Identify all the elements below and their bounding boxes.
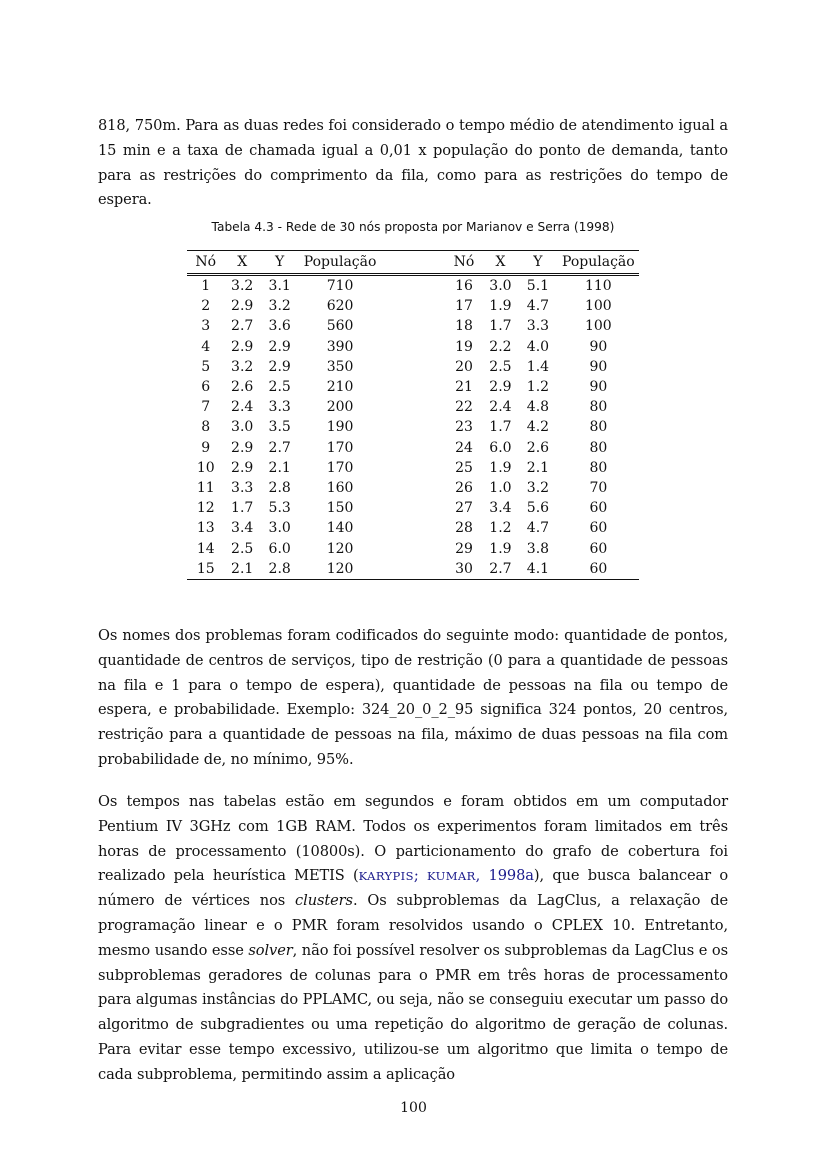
- cell-y: 2.1: [526, 459, 550, 476]
- cell-no: 16: [455, 278, 473, 294]
- cell-population: 90: [589, 338, 608, 355]
- cell-x: 2.9: [489, 379, 512, 396]
- cell-x: 2.5: [489, 358, 512, 375]
- column-gap: [381, 498, 446, 518]
- table-row: [187, 478, 639, 498]
- cell-no: 22: [455, 399, 473, 416]
- cell-no: 8: [201, 419, 211, 436]
- column-gap: [381, 377, 446, 397]
- cell-x: 3.0: [489, 278, 512, 294]
- text-segment: . Os subproblemas da LagClus, a relaxação de programação linear e o PMR foram resolvidos usando o CPLEX 10. Entretanto, mesmo usando esse: [98, 892, 728, 959]
- cell-no: 17: [455, 298, 473, 315]
- table-row: [187, 397, 639, 417]
- cell-no: 19: [455, 338, 473, 355]
- column-gap: [381, 337, 446, 357]
- column-gap: [381, 357, 446, 377]
- cell-population: 60: [558, 559, 639, 580]
- header-population-1: População: [299, 251, 380, 275]
- table-row: [187, 357, 639, 377]
- cell-population: 80: [589, 419, 608, 436]
- cell-population: 60: [589, 500, 608, 517]
- cell-y: 2.7: [268, 439, 291, 456]
- cell-y: 1.2: [526, 379, 550, 396]
- cell-population: 390: [326, 338, 354, 355]
- header-x-1: X: [224, 251, 259, 275]
- cell-y: 5.3: [268, 500, 291, 517]
- cell-no: 24: [455, 439, 473, 456]
- citation-author: KUMAR: [427, 869, 476, 884]
- cell-x: 2.9: [231, 298, 254, 315]
- cell-y: 3.8: [526, 540, 550, 557]
- cell-population: 560: [326, 318, 354, 335]
- cell-no: 11: [196, 480, 215, 497]
- cell-x: 1.7: [489, 419, 512, 436]
- cell-y: 2.6: [526, 439, 550, 456]
- header-population-2: População: [558, 251, 639, 275]
- table-row: [187, 498, 639, 518]
- cell-no: 2: [201, 298, 211, 315]
- cell-x: 2.4: [231, 399, 254, 416]
- cell-population: 60: [589, 520, 608, 537]
- cell-no: 28: [455, 520, 473, 537]
- cell-x: 2.5: [231, 540, 254, 557]
- text-segment: ), que busca balancear o número de vértices nos: [98, 867, 729, 910]
- cell-no: 29: [455, 540, 473, 557]
- cell-x: 2.7: [483, 559, 518, 580]
- cell-x: 2.9: [231, 459, 254, 476]
- cell-no: 15: [187, 559, 224, 580]
- cell-no: 26: [455, 480, 473, 497]
- cell-no: 30: [445, 559, 482, 580]
- intro-paragraph: 818, 750m. Para as duas redes foi considerado o tempo médio de atendimento igual a 15 min e a taxa de chamada igual a 0,01 x população do ponto de demanda, tanto para as restrições do comprimento da fila, como para as restrições do tempo de espera.: [98, 117, 728, 209]
- cell-x: 2.6: [231, 379, 254, 396]
- cell-y: 2.9: [268, 338, 291, 355]
- cell-y: 3.5: [268, 419, 291, 436]
- nodes-table: [187, 250, 639, 580]
- cell-y: 2.8: [260, 559, 300, 580]
- cell-x: 1.9: [489, 298, 512, 315]
- cell-no: 3: [201, 318, 211, 335]
- column-gap: [381, 458, 446, 478]
- cell-y: 4.0: [526, 338, 550, 355]
- cell-no: 5: [201, 358, 211, 375]
- cell-y: 3.3: [268, 399, 291, 416]
- page-content: [98, 114, 729, 1083]
- column-gap: [381, 539, 446, 559]
- header-no-1: Nó: [187, 251, 224, 275]
- cell-x: 1.9: [489, 459, 512, 476]
- header-y-1: Y: [260, 251, 300, 275]
- cell-population: 200: [326, 399, 354, 416]
- cell-no: 1: [201, 278, 211, 294]
- cell-y: 1.4: [526, 358, 550, 375]
- cell-population: 80: [589, 399, 608, 416]
- cell-population: 100: [584, 318, 612, 335]
- cell-x: 2.9: [231, 439, 254, 456]
- table-row: [187, 417, 639, 437]
- column-gap: [381, 518, 446, 538]
- cell-x: 3.4: [489, 500, 512, 517]
- column-gap: [381, 275, 446, 297]
- column-gap: [381, 397, 446, 417]
- column-gap: [381, 559, 446, 580]
- cell-y: 3.2: [526, 480, 550, 497]
- cell-x: 1.0: [489, 480, 512, 497]
- cell-no: 12: [196, 500, 215, 517]
- cell-population: 120: [326, 540, 354, 557]
- cell-population: 150: [326, 500, 354, 517]
- cell-y: 5.6: [526, 500, 550, 517]
- cell-population: 620: [326, 298, 354, 315]
- header-no-2: Nó: [445, 251, 482, 275]
- cell-no: 14: [196, 540, 215, 557]
- cell-no: 4: [201, 338, 211, 355]
- cell-y: 3.1: [268, 278, 291, 294]
- cell-y: 3.0: [268, 520, 291, 537]
- text-segment: , não foi possível resolver os subproblemas da LagClus e os subproblemas geradores de colunas para o PMR em três horas de processamento para algumas instâncias do PPLAMC, ou seja, não se conseguiu executar um passo do algoritmo de subgradientes ou uma repetição do algoritmo de geração de colunas. Para evitar esse tempo excessivo, utilizou-se um algoritmo que limita o tempo de cada subproblema, permitindo assim a aplicação: [98, 941, 728, 1083]
- cell-x: 1.7: [489, 318, 512, 335]
- cell-x: 3.2: [231, 358, 254, 375]
- cell-y: 4.7: [526, 298, 550, 315]
- cell-x: 1.9: [489, 540, 512, 557]
- cell-no: 21: [455, 379, 473, 396]
- cell-y: 6.0: [268, 540, 291, 557]
- table-row: [187, 316, 639, 336]
- cell-population: 80: [589, 459, 608, 476]
- cell-x: 2.7: [231, 318, 254, 335]
- cell-population: 70: [589, 480, 608, 497]
- cell-y: 4.2: [526, 419, 550, 436]
- table-row: [187, 296, 639, 316]
- cell-x: 2.4: [489, 399, 512, 416]
- table-row: [187, 559, 639, 580]
- table-row: [187, 458, 639, 478]
- cell-population: 120: [299, 559, 380, 580]
- cell-no: 25: [455, 459, 473, 476]
- cell-population: 210: [326, 379, 354, 396]
- cell-x: 2.1: [224, 559, 259, 580]
- cell-y: 3.3: [526, 318, 550, 335]
- cell-x: 3.0: [231, 419, 254, 436]
- cell-population: 110: [584, 278, 612, 294]
- cell-population: 170: [326, 439, 354, 456]
- table-row: [187, 337, 639, 357]
- cell-y: 2.1: [268, 459, 291, 476]
- cell-x: 2.9: [231, 338, 254, 355]
- cell-x: 6.0: [489, 439, 512, 456]
- cell-no: 27: [455, 500, 473, 517]
- cell-population: 190: [326, 419, 354, 436]
- cell-x: 1.2: [489, 520, 512, 537]
- cell-no: 20: [455, 358, 473, 375]
- cell-no: 7: [201, 399, 211, 416]
- cell-no: 9: [201, 439, 211, 456]
- cell-x: 2.2: [489, 338, 512, 355]
- column-gap: [381, 316, 446, 336]
- column-gap: [381, 296, 446, 316]
- cell-x: 3.2: [231, 278, 254, 294]
- cell-y: 5.1: [526, 278, 550, 294]
- cell-population: 60: [589, 540, 608, 557]
- cell-population: 140: [326, 520, 354, 537]
- table-row: [187, 275, 639, 297]
- cell-population: 80: [589, 439, 608, 456]
- table-row: [187, 539, 639, 559]
- cell-population: 350: [326, 358, 354, 375]
- cell-population: 160: [326, 480, 354, 497]
- table-row: [187, 438, 639, 458]
- page-number: 100: [400, 1100, 427, 1116]
- cell-no: 10: [196, 459, 215, 476]
- header-y-2: Y: [518, 251, 558, 275]
- paragraph-experiments: [98, 790, 728, 1088]
- citation-separator: ;: [413, 867, 428, 885]
- cell-no: 23: [455, 419, 473, 436]
- cell-population: 710: [326, 278, 354, 294]
- column-gap: [381, 438, 446, 458]
- cell-no: 13: [196, 520, 215, 537]
- cell-y: 4.8: [526, 399, 550, 416]
- cell-no: 6: [201, 379, 211, 396]
- column-gap: [381, 478, 446, 498]
- italic-term: solver: [248, 941, 293, 959]
- citation-year: , 1998a: [475, 867, 534, 885]
- table-row: [187, 377, 639, 397]
- italic-term: clusters: [295, 892, 353, 910]
- cell-y: 2.8: [268, 480, 291, 497]
- citation-author: KARYPIS: [358, 869, 414, 884]
- table-caption: Tabela 4.3 - Rede de 30 nós proposta por Marianov e Serra (1998): [211, 220, 615, 234]
- cell-population: 170: [326, 459, 354, 476]
- cell-y: 3.6: [268, 318, 291, 335]
- column-gap: [381, 251, 446, 275]
- cell-population: 90: [589, 358, 608, 375]
- header-x-2: X: [483, 251, 518, 275]
- cell-population: 100: [584, 298, 612, 315]
- cell-population: 90: [589, 379, 608, 396]
- cell-y: 3.2: [268, 298, 291, 315]
- column-gap: [381, 417, 446, 437]
- cell-y: 2.5: [268, 379, 291, 396]
- cell-y: 2.9: [268, 358, 291, 375]
- cell-x: 3.3: [231, 480, 254, 497]
- text-segment: Os tempos nas tabelas estão em segundos e foram obtidos em um computador Pentium IV 3GHz com 1GB RAM. Todos os experimentos foram limitados em três horas de processamento (10800s). O particionamento do grafo de cobertura foi realizado pela heurística METIS (: [98, 793, 728, 885]
- citation-link[interactable]: [359, 867, 534, 884]
- cell-no: 18: [455, 318, 473, 335]
- cell-x: 1.7: [231, 500, 254, 517]
- table-header-row: [187, 251, 639, 275]
- cell-y: 4.1: [518, 559, 558, 580]
- cell-x: 3.4: [231, 520, 254, 537]
- paragraph-problem-names: Os nomes dos problemas foram codificados do seguinte modo: quantidade de pontos, quantidade de centros de serviços, tipo de restrição (0 para a quantidade de pessoas na fila e 1 para o tempo de espera), quantidade de pessoas na fila ou tempo de espera, e probabilidade. Exemplo: 324_20_0_2_95 significa 324 pontos, 20 centros, restrição para a quantidade de pessoas na fila, máximo de duas pessoas na fila com probabilidade de, no mínimo, 95%.: [98, 627, 728, 768]
- cell-y: 4.7: [526, 520, 550, 537]
- table-row: [187, 518, 639, 538]
- table-body: [187, 275, 639, 580]
